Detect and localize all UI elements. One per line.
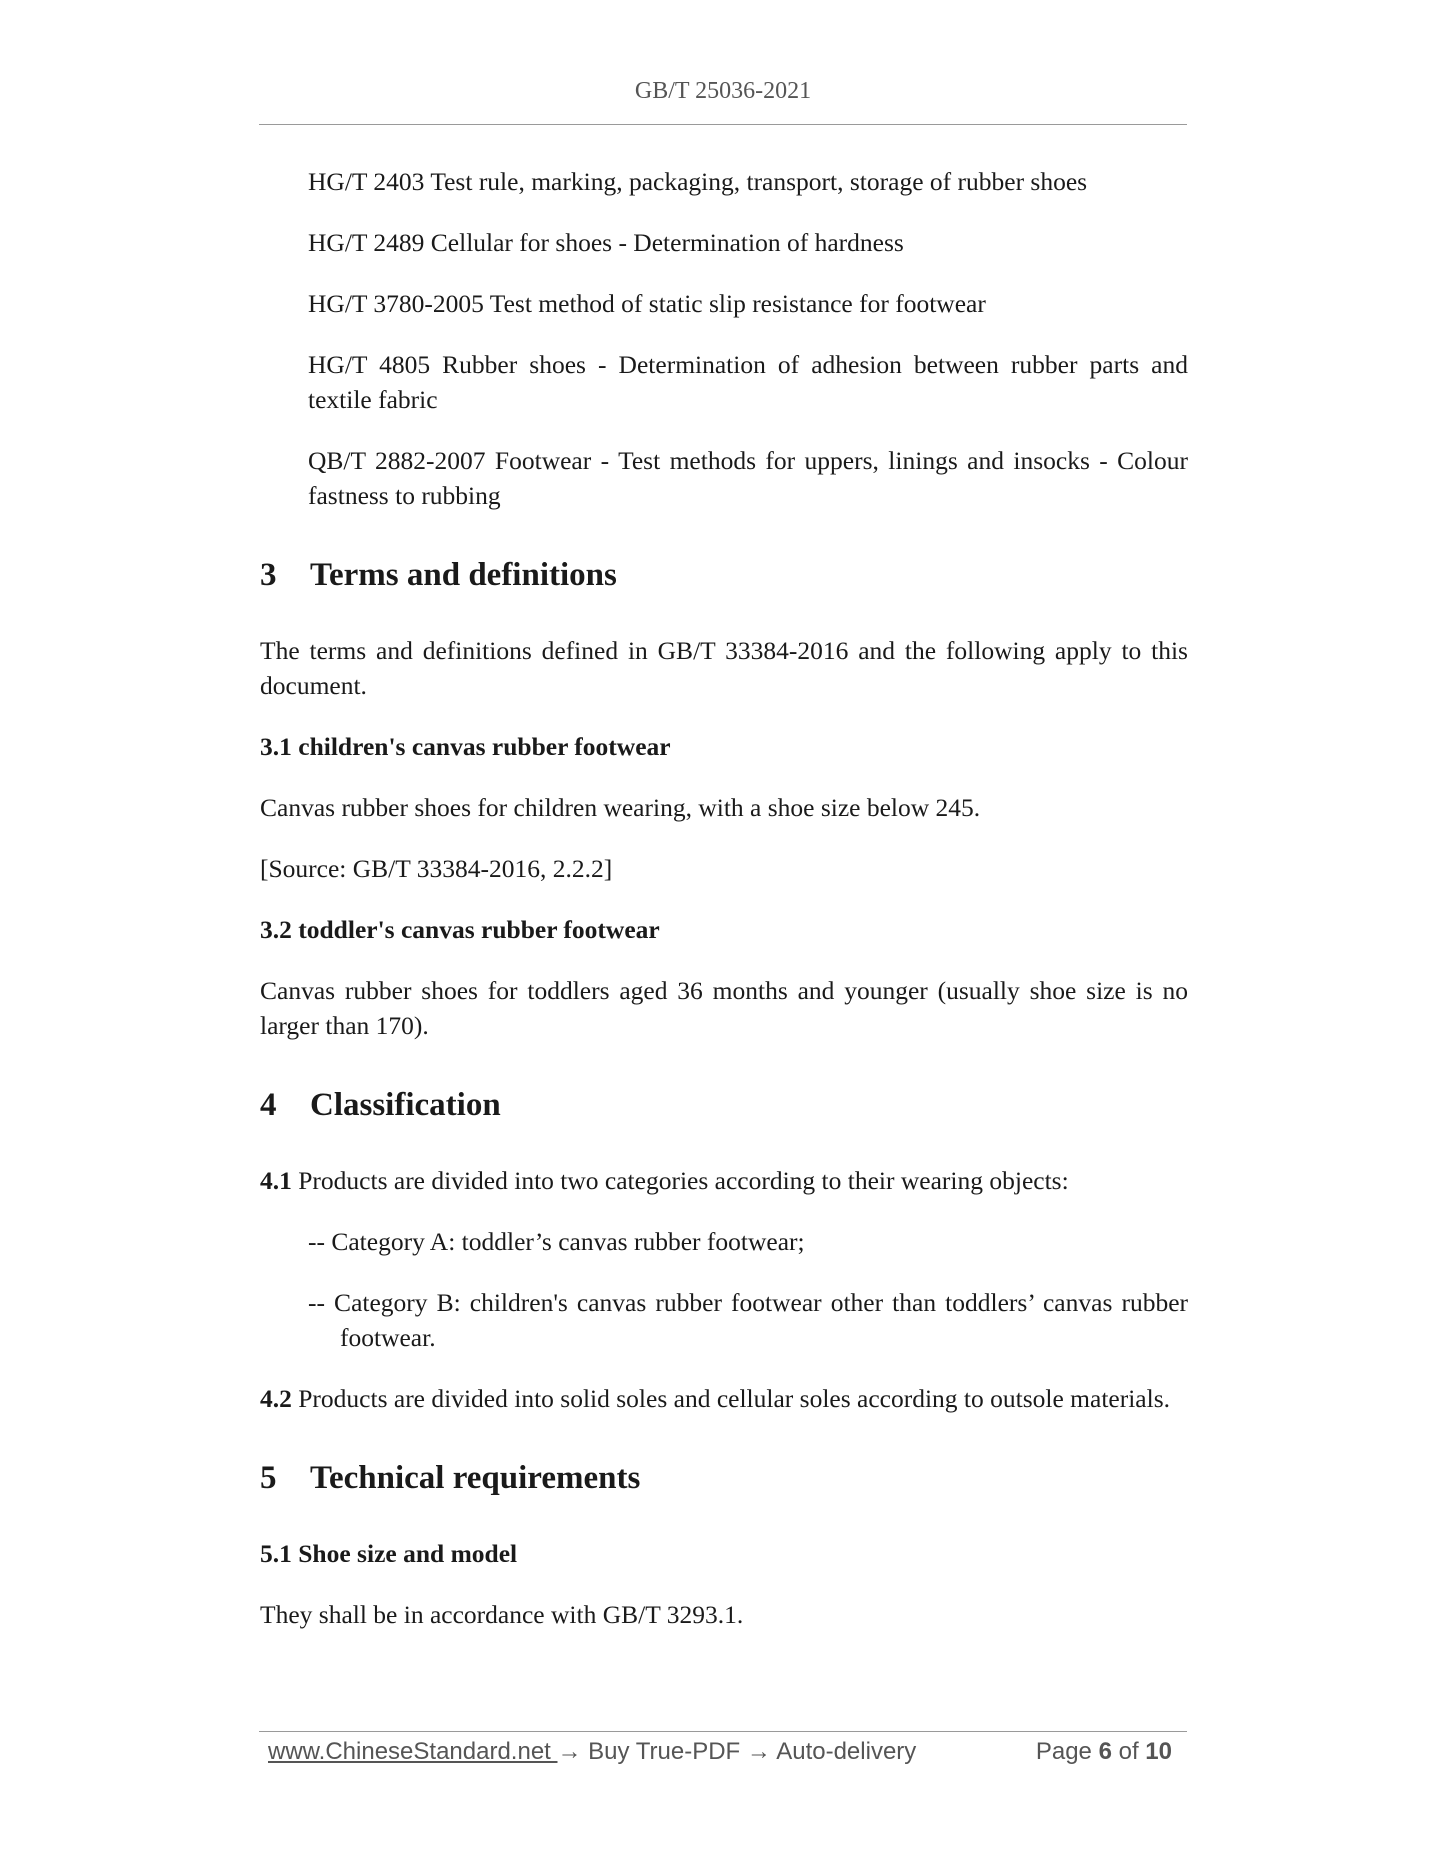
section-title: Terms and definitions (310, 557, 617, 593)
term-3-2-definition: Canvas rubber shoes for toddlers aged 36 months and younger (usually shoe size is no larger than 170). (260, 976, 1188, 1040)
reference-item: QB/T 2882-2007 Footwear - Test methods for uppers, linings and insocks - Colour fastness to rubbing (308, 446, 1188, 510)
clause-label: 4.1 (260, 1166, 292, 1195)
reference-item: HG/T 3780-2005 Test method of static slip resistance for footwear (308, 289, 986, 318)
website-link[interactable]: www.ChineseStandard.net (268, 1738, 558, 1765)
category-item: -- Category B: children's canvas rubber footwear other than toddlers’ canvas rubber footwear. (308, 1288, 1188, 1352)
footer-promo (268, 1738, 916, 1766)
of-word: of (1118, 1738, 1139, 1765)
page-total: 10 (1145, 1738, 1172, 1765)
term-3-2-heading: 3.2 toddler's canvas rubber footwear (260, 915, 660, 944)
reference-item: HG/T 2489 Cellular for shoes - Determination of hardness (308, 228, 904, 257)
page-indicator (1036, 1738, 1172, 1766)
section-number: 4 (260, 1087, 277, 1123)
section-title: Technical requirements (310, 1460, 641, 1496)
section-title: Classification (310, 1087, 501, 1123)
clause-4-2 (260, 1381, 1188, 1416)
category-item: -- Category A: toddler’s canvas rubber footwear; (308, 1227, 805, 1256)
page-footer (268, 1738, 1180, 1778)
clause-text: Products are divided into two categories according to their wearing objects: (291, 1166, 1069, 1195)
clause-text: Products are divided into solid soles and cellular soles according to outsole materials. (291, 1384, 1171, 1413)
section-3-intro: The terms and definitions defined in GB/T 33384-2016 and the following apply to this document. (260, 636, 1188, 700)
section-number: 3 (260, 557, 277, 593)
footer-tagline: → Buy True-PDF → Auto-delivery (557, 1738, 917, 1765)
footer-divider (259, 1731, 1187, 1732)
section-4-heading (260, 1085, 1188, 1125)
reference-item: HG/T 2403 Test rule, marking, packaging, transport, storage of rubber shoes (308, 167, 1088, 196)
section-3-heading (260, 555, 1188, 595)
term-3-1-definition: Canvas rubber shoes for children wearing, with a shoe size below 245. (260, 793, 981, 822)
clause-5-1-heading: 5.1 Shoe size and model (260, 1539, 518, 1568)
clause-5-1-text: They shall be in accordance with GB/T 3293.1. (260, 1600, 744, 1629)
term-3-1-heading: 3.1 children's canvas rubber footwear (260, 732, 671, 761)
reference-item: HG/T 4805 Rubber shoes - Determination of adhesion between rubber parts and textile fabric (308, 350, 1188, 414)
header-divider (259, 124, 1187, 125)
section-5-heading (260, 1458, 1188, 1498)
page-word: Page (1035, 1738, 1092, 1765)
term-3-1-source: [Source: GB/T 33384-2016, 2.2.2] (260, 854, 613, 883)
document-body (260, 164, 1188, 1658)
page-number: 6 (1098, 1738, 1112, 1765)
page-header-title: GB/T 25036-2021 (634, 78, 812, 104)
section-number: 5 (260, 1460, 277, 1496)
clause-label: 4.2 (260, 1384, 292, 1413)
clause-4-1 (260, 1163, 1188, 1198)
